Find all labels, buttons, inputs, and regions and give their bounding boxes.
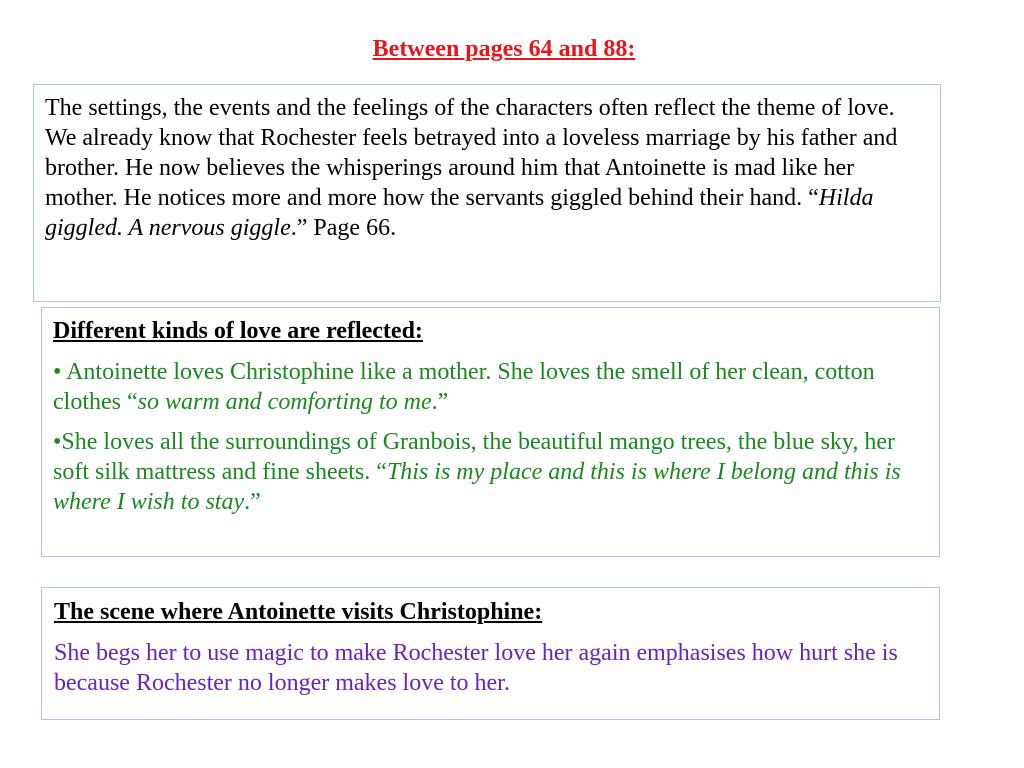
- intro-box: [33, 84, 941, 302]
- scene-heading: The scene where Antoinette visits Christophine:: [54, 599, 543, 625]
- love-point-2: [53, 427, 929, 517]
- love-point-2-text: •She loves all the surroundings of Granbois, the beautiful mango trees, the blue sky, her soft silk mattress and fine sheets. “: [53, 429, 895, 485]
- love-point-2-quote: This is my place and this is where I belong and this is where I wish to stay: [53, 459, 901, 515]
- intro-paragraph: [45, 93, 930, 243]
- intro-text: The settings, the events and the feelings of the characters often reflect the theme of love. We already know that Rochester feels betrayed into a loveless marriage by his father and brother. He now believes the whisperings around him that Antoinette is mad like her mother. He notices more and more how the servants giggled behind their hand. “: [45, 95, 898, 211]
- love-point-1-end: .”: [431, 389, 449, 415]
- page-title: Between pages 64 and 88:: [372, 36, 636, 62]
- love-kinds-box: [41, 307, 940, 557]
- love-point-1-text: • Antoinette loves Christophine like a mother. She loves the smell of her clean, cotton clothes “: [53, 359, 875, 415]
- love-kinds-heading: Different kinds of love are reflected:: [53, 318, 423, 344]
- scene-text: She begs her to use magic to make Rochester love her again emphasises how hurt she is because Rochester no longer makes love to her.: [54, 640, 898, 696]
- love-point-1: [53, 357, 929, 417]
- love-point-1-quote: so warm and comforting to me: [137, 389, 432, 415]
- intro-text-end: .” Page 66.: [290, 215, 397, 241]
- scene-box: [41, 587, 940, 720]
- love-point-2-end: .”: [244, 489, 261, 515]
- intro-quote: Hilda giggled. A nervous giggle: [45, 185, 874, 241]
